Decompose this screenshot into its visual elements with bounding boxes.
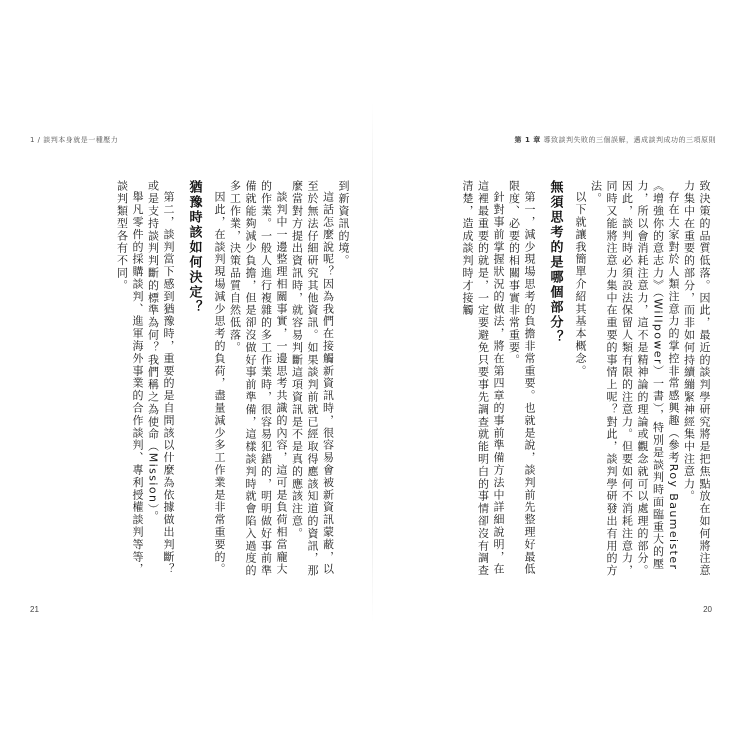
left-page xyxy=(30,103,365,623)
paragraph: 第一，減少現場思考的負擔非常重要。也就是說，談判前先整理好最低限度、必要的相關事實非常重要。 xyxy=(507,180,536,576)
paragraph: 第二，談判當下感到猶豫時，重要的是自問該以什麼為依據做出判斷？或是支持談判判斷的標準為何？我們稱之為使命（Mission）。 xyxy=(146,180,175,576)
paragraph: 到新資訊的境。 xyxy=(337,180,350,267)
page-gutter xyxy=(372,103,373,623)
paragraph: 舉凡零件的採購談判、進軍海外事業的合作談判、專利授權談判等等，談判類型各有不同。 xyxy=(115,180,144,576)
chapter-title: 導致談判失敗的三個誤解，邁成談判成功的三項原則 xyxy=(543,136,716,144)
section-heading: 無須思考的是哪個部分？ xyxy=(547,180,563,345)
page-number: 20 xyxy=(703,605,712,614)
paragraph: 談判中一邊整理相關事實，一邊思考共識的內容，這可是負荷相當龐大的作業。一般人進行複雜的多工作業時，很容易犯錯的，明明做好事前準備就能夠減少負擔，但是卻沒做好事前準備，這樣談判時就會陷入過度的多工作業，決策品質自然低落。 xyxy=(228,180,288,577)
running-head: 1 / 談判本身就是一種壓力 xyxy=(30,136,119,144)
paragraph: 存在大家對於人類注意力的掌控非常感興趣（參考Roy Baumeister《增強你的意志力》（Willpower）一書），特別是談判時面臨重大的壓力，所以會消耗注意力，這不是精神論的理論或觀念就可以處理的部分。因此，談判時必須設法保留人類有限的注意力。但要如何不消耗注意力，同時又能將注意力集中在重要的事情上呢？對此，談判學研發出有用的方法。 xyxy=(589,180,680,577)
body-text xyxy=(390,180,712,580)
right-page xyxy=(378,103,718,623)
paragraph: 這話怎麼說呢？因為我們在接觸新資訊時，很容易會被新資訊蒙蔽，以至於無法仔細研究其他資訊。如果談判前就已經取得應該知道的資訊，那麼當對方提出資訊時，就容易判斷這項資訊是不是真的應該注意。 xyxy=(290,180,335,577)
paragraph: 以下就讓我簡單介紹其基本概念。 xyxy=(574,191,587,377)
page-number: 21 xyxy=(30,605,39,614)
section-heading: 猶豫時該如何決定？ xyxy=(186,180,202,315)
paragraph: 因此，在談判現場減少思考的負荷，盡量減少多工作業是非常重要的。 xyxy=(213,191,226,576)
body-text xyxy=(33,180,351,580)
paragraph: 致決策的品質低落。因此，最近的談判學研究將是把焦點放在如何將注意力集中在重要的部分，而非如何持續繃緊神經集中注意力。 xyxy=(682,180,711,577)
running-head xyxy=(515,135,716,145)
paragraph: 針對事前掌握狀況的做法，將在第四章的事前準備方法中詳細說明，在這裡最重要的就是，一定要避免只要事先調查就能明白的事情卻沒有調查清楚，造成談判時才接觸 xyxy=(461,180,505,577)
chapter-label: 第 1 章 xyxy=(514,136,541,144)
